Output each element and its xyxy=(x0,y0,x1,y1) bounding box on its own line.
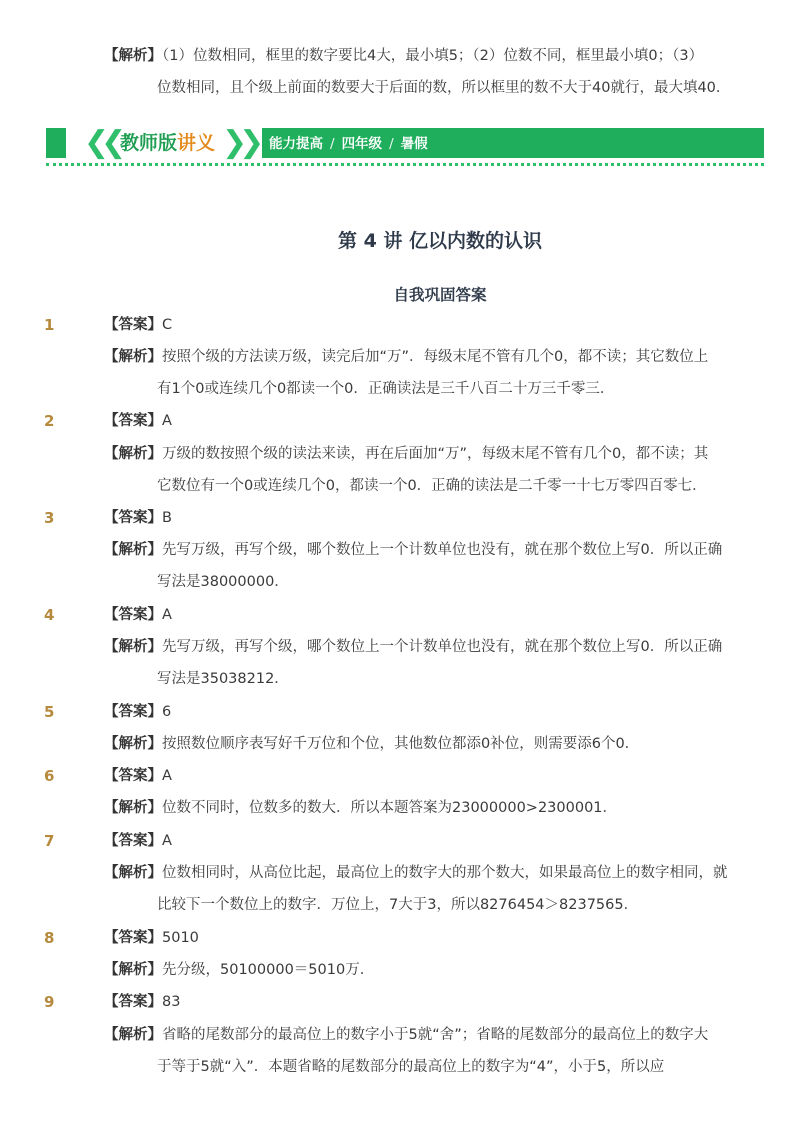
answer-row xyxy=(104,315,172,335)
analysis-row xyxy=(104,637,722,657)
breadcrumb xyxy=(269,134,428,154)
analysis-row xyxy=(104,1025,708,1045)
answer-row xyxy=(104,411,172,431)
top-analysis-line-1 xyxy=(104,46,703,66)
top-analysis-line-2: 位数相同，且个级上前面的数要大于后面的数，所以框里的数不大于40就行，最大填40． xyxy=(157,80,731,96)
analysis-label: 【解析】 xyxy=(104,542,162,558)
analysis-text: 先分级，50100000＝5010万． xyxy=(162,962,375,978)
analysis-label: 【解析】 xyxy=(104,446,162,462)
analysis-text: 按照数位顺序表写好千万位和个位，其他数位都添0补位，则需要添6个0． xyxy=(162,736,640,752)
analysis-label: 【解析】 xyxy=(104,1027,162,1043)
analysis-text: 位数不同时，位数多的数大．所以本题答案为23000000>2300001． xyxy=(162,800,618,816)
analysis-text: 先写万级，再写个级，哪个数位上一个计数单位也没有，就在那个数位上写0．所以正确 xyxy=(162,639,723,655)
answer-row xyxy=(104,702,171,722)
answer-label: 【答案】 xyxy=(104,833,162,849)
banner-title-handout: 讲义 xyxy=(177,132,216,154)
analysis-text: 位数相同时，从高位比起，最高位上的数字大的那个数大，如果最高位上的数字相同，就 xyxy=(162,865,728,881)
breadcrumb-separator: / xyxy=(330,136,335,152)
question-number: 6 xyxy=(44,767,55,785)
answer-value: 83 xyxy=(162,994,181,1010)
analysis-text: 万级的数按照个级的读法来读，再在后面加“万”，每级末尾不管有几个0，都不读；其 xyxy=(162,446,709,462)
answer-label: 【答案】 xyxy=(104,510,162,526)
answer-row xyxy=(104,508,172,528)
breadcrumb-item-ability: 能力提高 xyxy=(269,136,323,152)
section-title: 自我巩固答案 xyxy=(393,286,487,304)
analysis-label: 【解析】 xyxy=(104,639,162,655)
analysis-continuation: 有1个0或连续几个0都读一个0．正确读法是三千八百二十万三千零三． xyxy=(157,381,615,397)
analysis-continuation: 比较下一个数位上的数字．万位上，7大于3，所以8276454＞8237565． xyxy=(157,897,639,913)
chevron-right-icon: ❯❯ xyxy=(222,125,257,160)
analysis-continuation: 于等于5就“入”．本题省略的尾数部分的最高位上的数字为“4”，小于5，所以应 xyxy=(157,1059,665,1075)
answer-row xyxy=(104,766,172,786)
answer-label: 【答案】 xyxy=(104,768,162,784)
answer-value: 5010 xyxy=(162,930,199,946)
breadcrumb-separator: / xyxy=(389,136,394,152)
analysis-text: 省略的尾数部分的最高位上的数字小于5就“舍”；省略的尾数部分的最高位上的数字大 xyxy=(162,1027,709,1043)
answer-value: B xyxy=(162,510,172,526)
answer-row xyxy=(104,831,172,851)
analysis-text: 按照个级的方法读万级，读完后加“万”．每级末尾不管有几个0，都不读；其它数位上 xyxy=(162,349,709,365)
analysis-row xyxy=(104,444,708,464)
question-number: 3 xyxy=(44,509,55,527)
answer-label: 【答案】 xyxy=(104,413,162,429)
chevron-left-icon: ❮❮ xyxy=(84,125,119,160)
analysis-label: 【解析】 xyxy=(104,736,162,752)
banner-title-teacher: 教师版 xyxy=(120,132,178,154)
analysis-row xyxy=(104,863,728,883)
answer-label: 【答案】 xyxy=(104,704,162,720)
analysis-row xyxy=(104,798,617,818)
analysis-continuation: 写法是38000000． xyxy=(157,574,289,590)
breadcrumb-item-grade: 四年级 xyxy=(341,136,383,152)
question-number: 4 xyxy=(44,606,55,624)
analysis-continuation: 它数位有一个0或连续几个0，都读一个0．正确的读法是二千零一十七万零四百零七． xyxy=(157,478,707,494)
breadcrumb-item-term: 暑假 xyxy=(400,136,428,152)
answer-row xyxy=(104,928,199,948)
lesson-title: 第 4 讲 亿以内数的认识 xyxy=(337,230,543,252)
analysis-label: 【解析】 xyxy=(104,865,162,881)
answer-label: 【答案】 xyxy=(104,930,162,946)
analysis-label: 【解析】 xyxy=(104,349,162,365)
dotted-divider xyxy=(46,163,764,166)
question-number: 9 xyxy=(44,993,55,1011)
analysis-label: 【解析】 xyxy=(104,962,162,978)
question-number: 2 xyxy=(44,412,55,430)
analysis-text: 先写万级，再写个级，哪个数位上一个计数单位也没有，就在那个数位上写0．所以正确 xyxy=(162,542,723,558)
answer-label: 【答案】 xyxy=(104,994,162,1010)
answer-label: 【答案】 xyxy=(104,317,162,333)
analysis-row xyxy=(104,347,708,367)
answer-row xyxy=(104,992,180,1012)
answer-row xyxy=(104,605,172,625)
answer-value: C xyxy=(162,317,173,333)
analysis-label: 【解析】 xyxy=(104,48,162,64)
question-number: 5 xyxy=(44,703,55,721)
answer-value: A xyxy=(162,413,172,429)
question-number: 8 xyxy=(44,929,55,947)
question-number: 1 xyxy=(44,316,55,334)
analysis-row xyxy=(104,960,374,980)
analysis-row xyxy=(104,734,639,754)
analysis-row xyxy=(104,540,722,560)
analysis-continuation: 写法是35038212． xyxy=(157,671,289,687)
answer-value: A xyxy=(162,607,172,623)
answer-value: A xyxy=(162,768,172,784)
question-number: 7 xyxy=(44,832,55,850)
answer-value: A xyxy=(162,833,172,849)
answer-label: 【答案】 xyxy=(104,607,162,623)
analysis-text: （1）位数相同，框里的数字要比4大，最小填5；（2）位数不同，框里最小填0；（3） xyxy=(162,48,704,64)
analysis-label: 【解析】 xyxy=(104,800,162,816)
banner-title xyxy=(120,131,215,155)
answer-value: 6 xyxy=(162,704,172,720)
